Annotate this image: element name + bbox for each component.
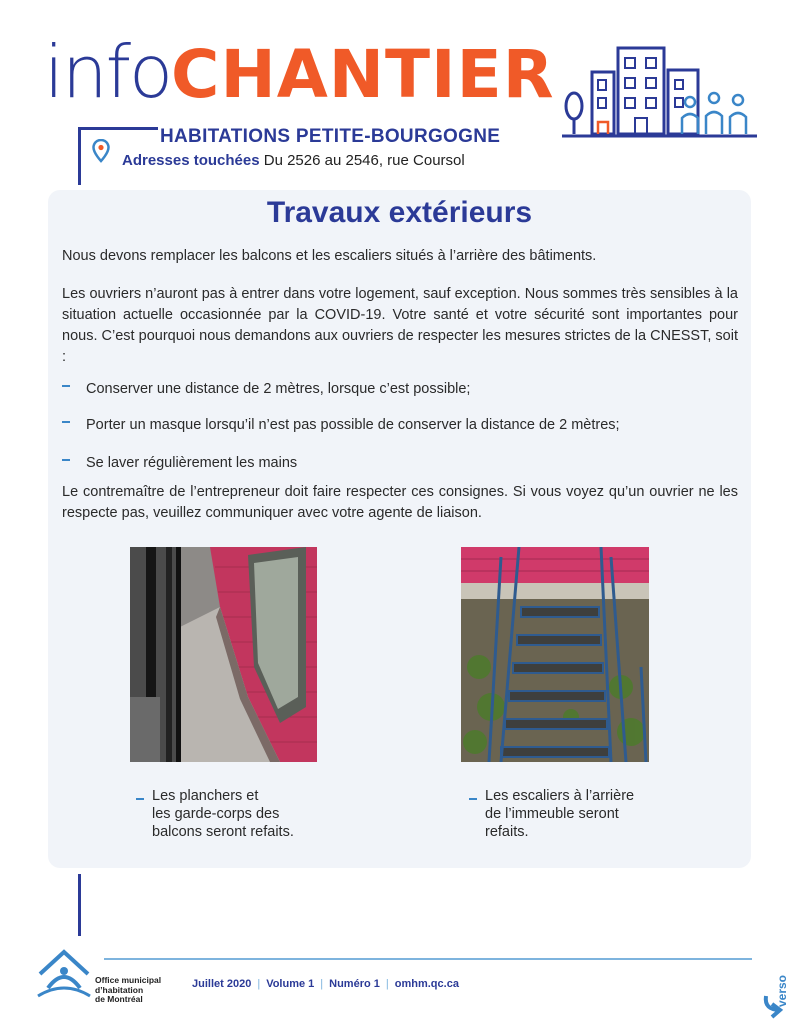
stairs-caption: Les escaliers à l’arrière de l’immeuble seront refaits. (485, 787, 634, 841)
foreman-paragraph: Le contremaître de l’entrepreneur doit faire respecter ces consignes. Si vous voyez qu’un ouvrier ne les respecte pas, veuillez communiquer avec votre agente de liaison. (62, 484, 738, 521)
bullet-dash-icon (62, 385, 70, 387)
site-name: HABITATIONS PETITE-BOURGOGNE (160, 126, 501, 147)
logo-info-text: info (44, 30, 172, 114)
bullet-dash-icon (62, 421, 70, 423)
stairs-photo (461, 547, 649, 762)
address-value: Du 2526 au 2546, rue Coursol (263, 152, 465, 169)
intro-paragraph: Nous devons remplacer les balcons et les escaliers situés à l’arrière des bâtiments. (62, 248, 597, 264)
footer-date: Juillet 2020 (192, 978, 252, 990)
balcony-photo (130, 547, 317, 762)
logo-chantier-text: CHANTIER (171, 36, 555, 113)
info-chantier-logo (44, 30, 555, 120)
page-title: Travaux extérieurs (266, 196, 533, 229)
verso-label[interactable]: verso (775, 975, 789, 1008)
footer-info: Juillet 2020 | Volume 1 | Numéro 1 | omhm.qc.ca (192, 978, 459, 990)
footer-number: Numéro 1 (329, 978, 380, 990)
footer-website-link[interactable]: omhm.qc.ca (394, 978, 459, 990)
covid-paragraph: Les ouvriers n’auront pas à entrer dans votre logement, sauf exception. Nous sommes très sensibles à la situation actuelle occasionnée par la COVID-19. Votre santé et votre sécurité sont importantes pour nous. C’est pourquoi nous demandons aux ouvriers de respecter les mesures strictes de la CNESST, soit : (62, 286, 738, 365)
caption-dash-icon (469, 798, 477, 800)
footer-volume: Volume 1 (266, 978, 315, 990)
location-pin-icon (92, 139, 110, 163)
caption-dash-icon (136, 798, 144, 800)
left-accent-line-top (78, 127, 81, 185)
top-accent-line (78, 127, 158, 130)
address-line (122, 152, 465, 169)
bullet-item: Se laver régulièrement les mains (62, 455, 297, 471)
footer-divider (104, 958, 752, 960)
organization-name: Office municipal d’habitation de Montréal (95, 975, 162, 1004)
buildings-people-illustration (562, 42, 757, 140)
address-label: Adresses touchées (122, 152, 260, 169)
balcony-caption: Les planchers et les garde-corps des balcons seront refaits. (152, 787, 294, 841)
bullet-item: Porter un masque lorsqu’il n’est pas possible de conserver la distance de 2 mètres; (62, 417, 620, 433)
bullet-dash-icon (62, 459, 70, 461)
bullet-item: Conserver une distance de 2 mètres, lorsque c’est possible; (62, 381, 470, 397)
left-accent-line-bottom (78, 874, 81, 936)
omhm-logo-icon (34, 944, 94, 1004)
